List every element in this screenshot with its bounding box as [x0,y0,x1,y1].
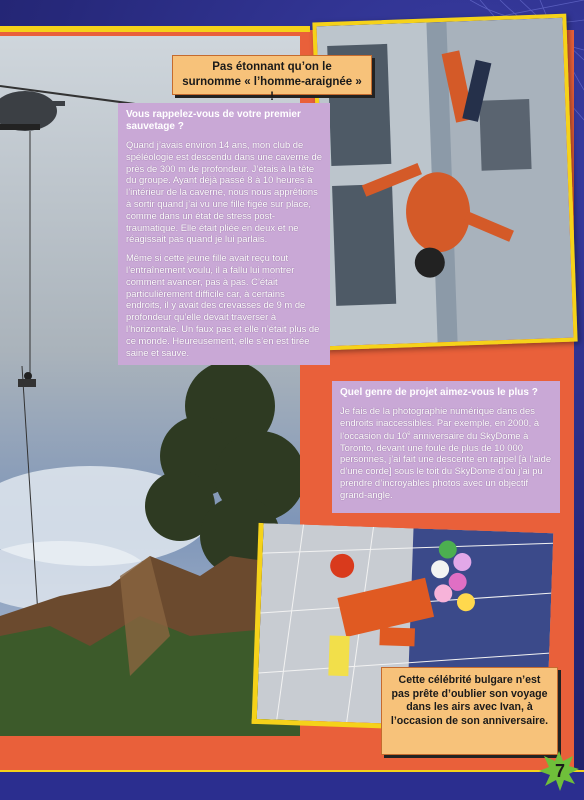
question-1-answer-paragraph-1: Quand j’avais environ 14 ans, mon club de spéléologie est descendu dans une caverne de près de 300 m de profondeur. J’étais à la tête du groupe. Ayant déjà passé 8 à 10 heures à l’intérieur de la caverne, nous nous apprêtions à sortir quand j’ai vu une fille figée sur place, comme dans un état de stress post-traumatique. Elle était pliée en deux et ne réagissait pas quand je lui parlais. [126,139,322,245]
question-2-ordinal-sup: e [407,430,411,437]
question-2-title: Quel genre de projet aimez-vous le plus ? [340,387,538,398]
top-yellow-stripe [0,26,310,32]
page-number: 7 [554,761,565,781]
question-2-answer [340,405,552,501]
photo-caption: Cette célébrité bulgare n’est pas prête d’oublier son voyage dans les airs avec Ivan, à l’occasion de son anniversaire. [381,667,558,755]
headline-box [172,55,372,103]
question-2-answer-part-a: Je fais de la photographie numérique dans des endroits inaccessibles. Par exemple, en 2000, à l’occasion du 10 [340,405,540,441]
bottom-blue-band [0,772,584,800]
interview-question-1 [118,103,330,365]
headline-line1: Pas étonnant qu’on le [212,61,332,73]
interview-question-2 [332,381,560,513]
headline-line2: surnomme « l’homme-araignée » ! [182,76,362,103]
question-1-answer-paragraph-2: Même si cette jeune fille avait reçu tout l’entraînement voulu, il a fallu lui montrer comment avancer, pas à pas. C’était particulièrement difficile car, à certains endroits, il y avait des crevasses de 9 m de profondeur qu’elle devait traverser à l’horizontale. Un faux pas et elle n’était plus de ce monde. Heureusement, elle s’en est tirée saine et sauve. [126,252,320,358]
question-1-title: Vous rappelez-vous de votre premier sauvetage ? [126,109,301,132]
question-2-answer-part-b: anniversaire du SkyDome à Toronto, devant une foule de plus de 10 000 personnes, j’ai fait une descente en rappel [à l’aide d’une corde] sous le toit du SkyDome d’où j’ai pu prendre d’incroyables photos avec un objectif grand-angle. [340,429,552,500]
